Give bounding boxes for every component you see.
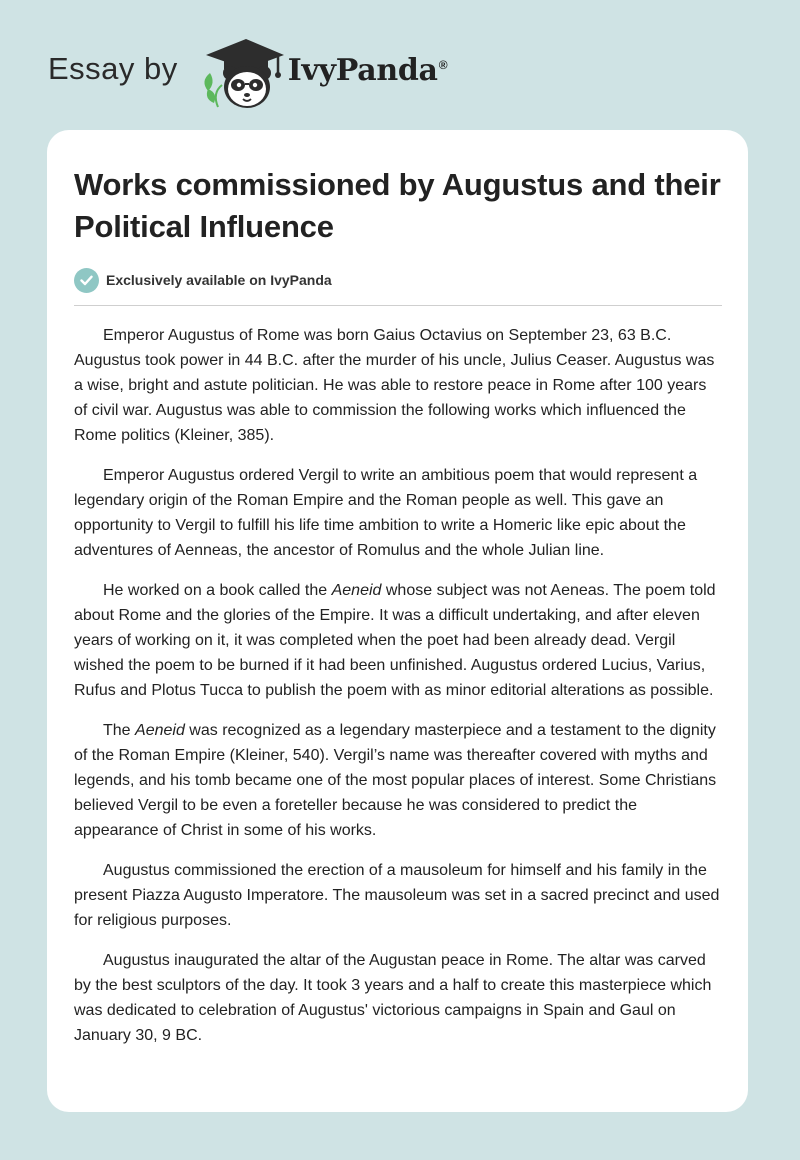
- brand-name-text: IvyPanda: [287, 52, 438, 88]
- brand-prefix: Essay by: [48, 51, 178, 86]
- paragraph-4-start: The: [103, 722, 136, 739]
- paragraph-1: Emperor Augustus of Rome was born Gaius Octavius on September 23, 63 B.C. Augustus took power in 44 B.C. after the murder of his uncle, Julius Ceaser. Augustus was a wise, bright and astute politician. He was able to restore peace in Rome after 100 years of civil war. Augustus was able to commission the following works which influenced the Rome politics (Kleiner, 385).: [74, 327, 715, 444]
- paragraph-4: [74, 718, 724, 843]
- exclusive-notice: [74, 267, 722, 293]
- paragraph-2: Emperor Augustus ordered Vergil to write an ambitious poem that would represent a legendary origin of the Roman Empire and the Roman people as well. This gave an opportunity to Vergil to fulfill his life time ambition to write a Homeric like epic about the adventures of Aenneas, the ancestor of Romulus and the whole Julian line.: [74, 467, 698, 559]
- article-card: [47, 130, 748, 1112]
- paragraph-4-end: was recognized as a legendary masterpiece and a testament to the dignity of the Roman Empire (Kleiner, 540). Vergil’s name was thereafter covered with myths and legends, and his tomb became one of the most popular places of interest. Some Christians believed Vergil to be even a foreteller because he was considered to predict the appearance of Christ in some of his works.: [74, 722, 717, 839]
- article-body: [74, 323, 722, 1048]
- check-icon: [74, 268, 99, 293]
- brand-header[interactable]: [48, 32, 447, 112]
- paragraph-5: Augustus commissioned the erection of a mausoleum for himself and his family in the present Piazza Augusto Imperatore. The mausoleum was set in a sacred precinct and used for religious purposes.: [74, 862, 720, 929]
- paragraph-3-title: Aeneid: [331, 582, 382, 599]
- paragraph-3-end: whose subject was not Aeneas. The poem told about Rome and the glories of the Empire. It was a difficult undertaking, and after eleven years of working on it, it was completed when the poet had been already dead. Vergil wished the poem to be burned if it had been unfinished. Augustus ordered Lucius, Varius, Rufus and Plotus Tucca to publish the poem with as minor editorial alterations as possible.: [74, 582, 716, 699]
- paragraph-6: Augustus inaugurated the altar of the Augustan peace in Rome. The altar was carved by the best sculptors of the day. It took 3 years and a half to create this masterpiece which was dedicated to celebration of Augustus' victorious campaigns in Spain and Gaul on January 30, 9 BC.: [74, 952, 712, 1044]
- panda-graduate-logo-icon: [194, 33, 286, 111]
- page-title: Works commissioned by Augustus and their Political Influence: [74, 167, 721, 244]
- paragraph-3: [74, 578, 724, 703]
- divider: [74, 305, 722, 306]
- paragraph-3-start: He worked on a book called the: [103, 582, 332, 599]
- registered-mark: ®: [438, 57, 448, 72]
- exclusive-label: Exclusively available on IvyPanda: [106, 272, 332, 288]
- brand-name: [288, 53, 447, 88]
- paragraph-4-title: Aeneid: [135, 722, 185, 739]
